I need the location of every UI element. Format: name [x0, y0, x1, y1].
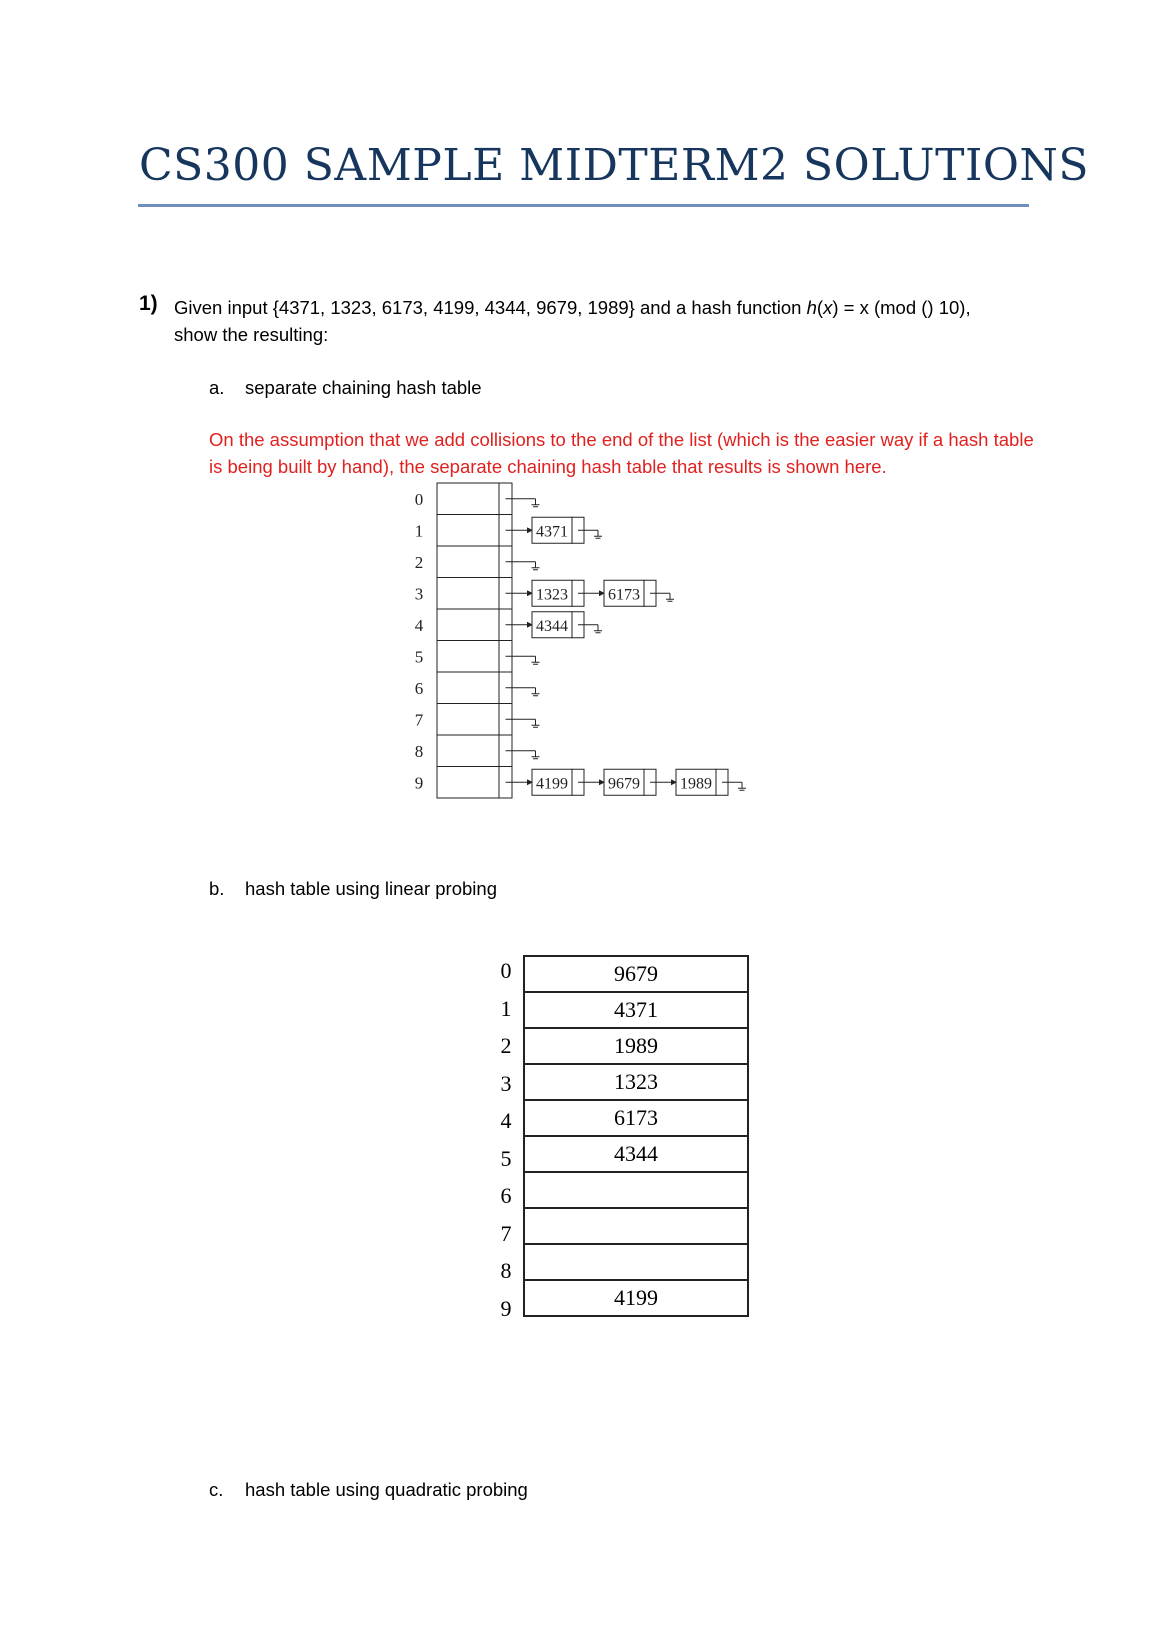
probe-row-5	[524, 1136, 748, 1172]
chain-value-9-2: 1989	[680, 775, 712, 793]
probe-index-6: 6	[500, 1183, 512, 1208]
bucket-cell-0	[437, 483, 499, 515]
bucket-cell-5	[437, 641, 499, 673]
paren-open: (	[816, 297, 824, 318]
bucket-cell-8	[437, 735, 499, 767]
hash-function-name: h	[806, 297, 817, 318]
chain-value-4-0: 4344	[536, 617, 568, 635]
chain-index-2: 2	[414, 552, 424, 572]
probe-slot-2: 1989	[524, 1028, 748, 1064]
chain-index-6: 6	[414, 678, 424, 698]
probe-index-1: 1	[500, 995, 512, 1021]
bucket-cell-9	[437, 767, 499, 799]
probe-index-5: 5	[500, 1145, 512, 1171]
question-text-before: Given input {4371, 1323, 6173, 4199, 4344, 9679, 1989} and a hash function	[174, 297, 807, 318]
part-b	[209, 878, 497, 900]
page-title: CS300 SAMPLE MIDTERM2 SOLUTIONS	[139, 140, 1090, 191]
chain-value-1-0: 4371	[536, 523, 568, 541]
bucket-cell-3	[437, 578, 499, 610]
chain-index-9: 9	[414, 773, 424, 793]
probe-slot-0: 9679	[524, 956, 748, 992]
probe-slot-9: 4199	[524, 1280, 748, 1316]
probe-index-8: 8	[500, 1258, 512, 1283]
chain-index-5: 5	[414, 647, 424, 667]
part-a	[209, 377, 482, 399]
probe-slot-5: 4344	[524, 1136, 748, 1172]
probe-row-8	[524, 1244, 748, 1280]
probe-index-4: 4	[500, 1108, 512, 1133]
bucket-cell-6	[437, 672, 499, 704]
probe-slot-1: 4371	[524, 992, 748, 1028]
chain-value-9-0: 4199	[536, 775, 568, 793]
part-a-label: a.	[209, 377, 225, 398]
chain-value-3-1: 6173	[608, 586, 640, 604]
part-a-text: separate chaining hash table	[245, 377, 482, 398]
separate-chaining-diagram	[395, 480, 775, 805]
part-b-text: hash table using linear probing	[245, 878, 497, 899]
bucket-cell-2	[437, 546, 499, 578]
hash-variable: x	[823, 297, 833, 318]
part-b-label: b.	[209, 878, 225, 899]
probe-row-9	[524, 1280, 748, 1316]
title-underline	[138, 204, 1029, 207]
probe-index-0: 0	[500, 958, 512, 983]
probe-slot-3: 1323	[524, 1064, 748, 1100]
part-a-answer: On the assumption that we add collisions to the end of the list (which is the easier way if a hash table is being built by hand), the separate chaining hash table that results is shown here.	[209, 429, 1034, 477]
probe-row-7	[524, 1208, 748, 1244]
chain-value-9-1: 9679	[608, 775, 640, 793]
probe-index-3: 3	[500, 1070, 512, 1096]
probe-slot-4: 6173	[524, 1100, 748, 1136]
probe-slot-6	[524, 1172, 748, 1208]
probe-slot-8	[524, 1244, 748, 1280]
chain-index-7: 7	[414, 710, 424, 730]
chain-index-0: 0	[414, 489, 424, 509]
question-text	[174, 294, 1034, 348]
probe-index-2: 2	[500, 1033, 512, 1058]
probe-row-3	[524, 1064, 748, 1100]
probe-row-4	[524, 1100, 748, 1136]
chain-index-1: 1	[414, 521, 424, 541]
probe-slot-7	[524, 1208, 748, 1244]
chain-index-3: 3	[414, 584, 424, 604]
probe-row-6	[524, 1172, 748, 1208]
question-number: 1)	[139, 292, 158, 315]
chain-index-8: 8	[414, 741, 424, 761]
probe-row-0	[524, 956, 748, 992]
question-text-after: ) = x (mod () 10),	[832, 297, 971, 318]
chain-index-4: 4	[414, 615, 424, 635]
question-line2: show the resulting:	[174, 324, 329, 345]
probe-row-2	[524, 1028, 748, 1064]
linear-probing-table	[523, 955, 749, 1317]
part-c-text: hash table using quadratic probing	[245, 1479, 528, 1500]
part-c	[209, 1479, 528, 1501]
probe-index-9: 9	[500, 1295, 512, 1321]
chain-value-3-0: 1323	[536, 586, 568, 604]
probe-index-7: 7	[500, 1220, 512, 1246]
bucket-cell-4	[437, 609, 499, 641]
probe-row-1	[524, 992, 748, 1028]
part-c-label: c.	[209, 1479, 224, 1500]
bucket-cell-1	[437, 515, 499, 547]
bucket-cell-7	[437, 704, 499, 736]
